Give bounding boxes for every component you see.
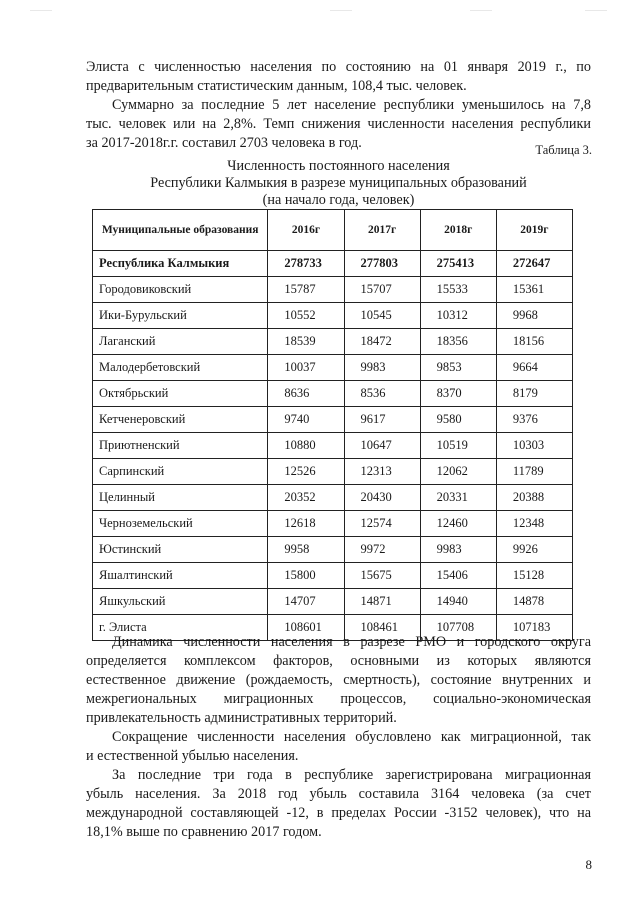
scan-artifact [330, 10, 352, 11]
paragraph-line: и естественной убылью населения. [86, 748, 299, 764]
paragraph-line: предварительным статистическим данным, 108,4 тыс. человек. [86, 78, 467, 94]
table-row [93, 407, 573, 433]
population-cell: 108461 [344, 615, 420, 641]
population-cell: 12526 [268, 459, 344, 485]
population-cell: 15128 [496, 563, 572, 589]
population-cell: 15533 [420, 277, 496, 303]
population-cell: 14878 [496, 589, 572, 615]
column-header: 2017г [344, 210, 420, 251]
population-cell: 277803 [344, 251, 420, 277]
table-row [93, 381, 573, 407]
population-cell: 10037 [268, 355, 344, 381]
paragraph-line: естественное движение (рождаемость, смертность), состояние внутренних и [86, 672, 591, 688]
paragraph-line: привлекательность административных территорий. [86, 710, 397, 726]
population-cell: 10312 [420, 303, 496, 329]
table-units: (на начало года, человек) [262, 192, 415, 208]
population-cell: 15707 [344, 277, 420, 303]
population-cell: 107708 [420, 615, 496, 641]
scan-artifact [585, 10, 607, 11]
table-subtitle: Республики Калмыкия в разрезе муниципальных образований [150, 175, 527, 191]
table-row [93, 563, 573, 589]
paragraph-line: тыс. человек или на 2,8%. Темп снижения численности населения республики [86, 116, 591, 132]
paragraph-line: убыль населения. За 2018 год убыль составила 3164 человека (за счет [86, 786, 591, 802]
table-caption: Таблица 3. [535, 143, 592, 157]
municipality-cell: г. Элиста [93, 615, 268, 641]
paragraph-line: определяется комплексом факторов, основными из которых являются [86, 653, 591, 669]
table-row [93, 277, 573, 303]
municipality-cell: Октябрьский [93, 381, 268, 407]
municipality-cell: Яшалтинский [93, 563, 268, 589]
table-row [93, 355, 573, 381]
paragraph-line: Сокращение численности населения обусловлено как миграционной, так [112, 729, 591, 745]
population-cell: 272647 [496, 251, 572, 277]
population-cell: 9926 [496, 537, 572, 563]
population-cell: 14707 [268, 589, 344, 615]
population-cell: 278733 [268, 251, 344, 277]
municipality-cell: Ики-Бурульский [93, 303, 268, 329]
population-cell: 9968 [496, 303, 572, 329]
paragraph-line: международной составляющей -12, в пределах России -3152 человек), что на [86, 805, 591, 821]
population-cell: 20331 [420, 485, 496, 511]
table-row [93, 589, 573, 615]
population-cell: 20430 [344, 485, 420, 511]
table-row [93, 537, 573, 563]
table-row [93, 303, 573, 329]
municipality-cell: Черноземельский [93, 511, 268, 537]
municipality-cell: Республика Калмыкия [93, 251, 268, 277]
population-cell: 18356 [420, 329, 496, 355]
population-cell: 10880 [268, 433, 344, 459]
population-cell: 12313 [344, 459, 420, 485]
population-cell: 15800 [268, 563, 344, 589]
population-cell: 10552 [268, 303, 344, 329]
table-title: Численность постоянного населения [227, 158, 450, 174]
paragraph-line: межрегиональных миграционных процессов, социально-экономическая [86, 691, 591, 707]
table-row [93, 459, 573, 485]
population-cell: 108601 [268, 615, 344, 641]
municipality-cell: Городовиковский [93, 277, 268, 303]
column-header: 2018г [420, 210, 496, 251]
population-cell: 9983 [420, 537, 496, 563]
population-cell: 9972 [344, 537, 420, 563]
population-cell: 20388 [496, 485, 572, 511]
table-row [93, 485, 573, 511]
population-cell: 12062 [420, 459, 496, 485]
population-cell: 107183 [496, 615, 572, 641]
population-cell: 18539 [268, 329, 344, 355]
population-cell: 11789 [496, 459, 572, 485]
population-cell: 12574 [344, 511, 420, 537]
table-row [93, 433, 573, 459]
population-cell: 10647 [344, 433, 420, 459]
population-cell: 14940 [420, 589, 496, 615]
table-header-row [93, 210, 573, 251]
population-cell: 14871 [344, 589, 420, 615]
population-cell: 9983 [344, 355, 420, 381]
population-cell: 9740 [268, 407, 344, 433]
scan-artifact [30, 10, 52, 11]
municipality-cell: Юстинский [93, 537, 268, 563]
population-cell: 9664 [496, 355, 572, 381]
municipality-cell: Яшкульский [93, 589, 268, 615]
population-cell: 18156 [496, 329, 572, 355]
municipality-cell: Кетченеровский [93, 407, 268, 433]
population-cell: 15787 [268, 277, 344, 303]
paragraph-line: За последние три года в республике зарегистрирована миграционная [112, 767, 591, 783]
population-cell: 8370 [420, 381, 496, 407]
population-cell: 15675 [344, 563, 420, 589]
table-row [93, 511, 573, 537]
population-cell: 9958 [268, 537, 344, 563]
population-cell: 18472 [344, 329, 420, 355]
paragraph-line: за 2017-2018г.г. составил 2703 человека в год. [86, 135, 362, 151]
population-cell: 9617 [344, 407, 420, 433]
population-cell: 10545 [344, 303, 420, 329]
population-cell: 10519 [420, 433, 496, 459]
table-row-total [93, 251, 573, 277]
municipality-cell: Сарпинский [93, 459, 268, 485]
paragraph-line: Элиста с численностью населения по состоянию на 01 января 2019 г., по [86, 59, 591, 75]
population-cell: 8636 [268, 381, 344, 407]
municipality-cell: Целинный [93, 485, 268, 511]
population-cell: 8179 [496, 381, 572, 407]
municipality-cell: Малодербетовский [93, 355, 268, 381]
population-cell: 9376 [496, 407, 572, 433]
municipality-cell: Приютненский [93, 433, 268, 459]
column-header: 2019г [496, 210, 572, 251]
page-number: 8 [585, 857, 592, 872]
table-row [93, 329, 573, 355]
population-cell: 12348 [496, 511, 572, 537]
population-cell: 20352 [268, 485, 344, 511]
population-cell: 15361 [496, 277, 572, 303]
population-cell: 8536 [344, 381, 420, 407]
population-cell: 9853 [420, 355, 496, 381]
column-header: 2016г [268, 210, 344, 251]
paragraph-line: 18,1% выше по сравнению 2017 годом. [86, 824, 322, 840]
population-table [92, 209, 573, 641]
population-cell: 9580 [420, 407, 496, 433]
population-cell: 15406 [420, 563, 496, 589]
paragraph-line: Динамика численности населения в разрезе РМО и городского округа [112, 634, 591, 650]
population-cell: 10303 [496, 433, 572, 459]
column-header: Муниципальные образования [93, 210, 268, 251]
population-cell: 12460 [420, 511, 496, 537]
population-cell: 275413 [420, 251, 496, 277]
scan-artifact [470, 10, 492, 11]
paragraph-line: Суммарно за последние 5 лет население республики уменьшилось на 7,8 [112, 97, 591, 113]
municipality-cell: Лаганский [93, 329, 268, 355]
population-cell: 12618 [268, 511, 344, 537]
